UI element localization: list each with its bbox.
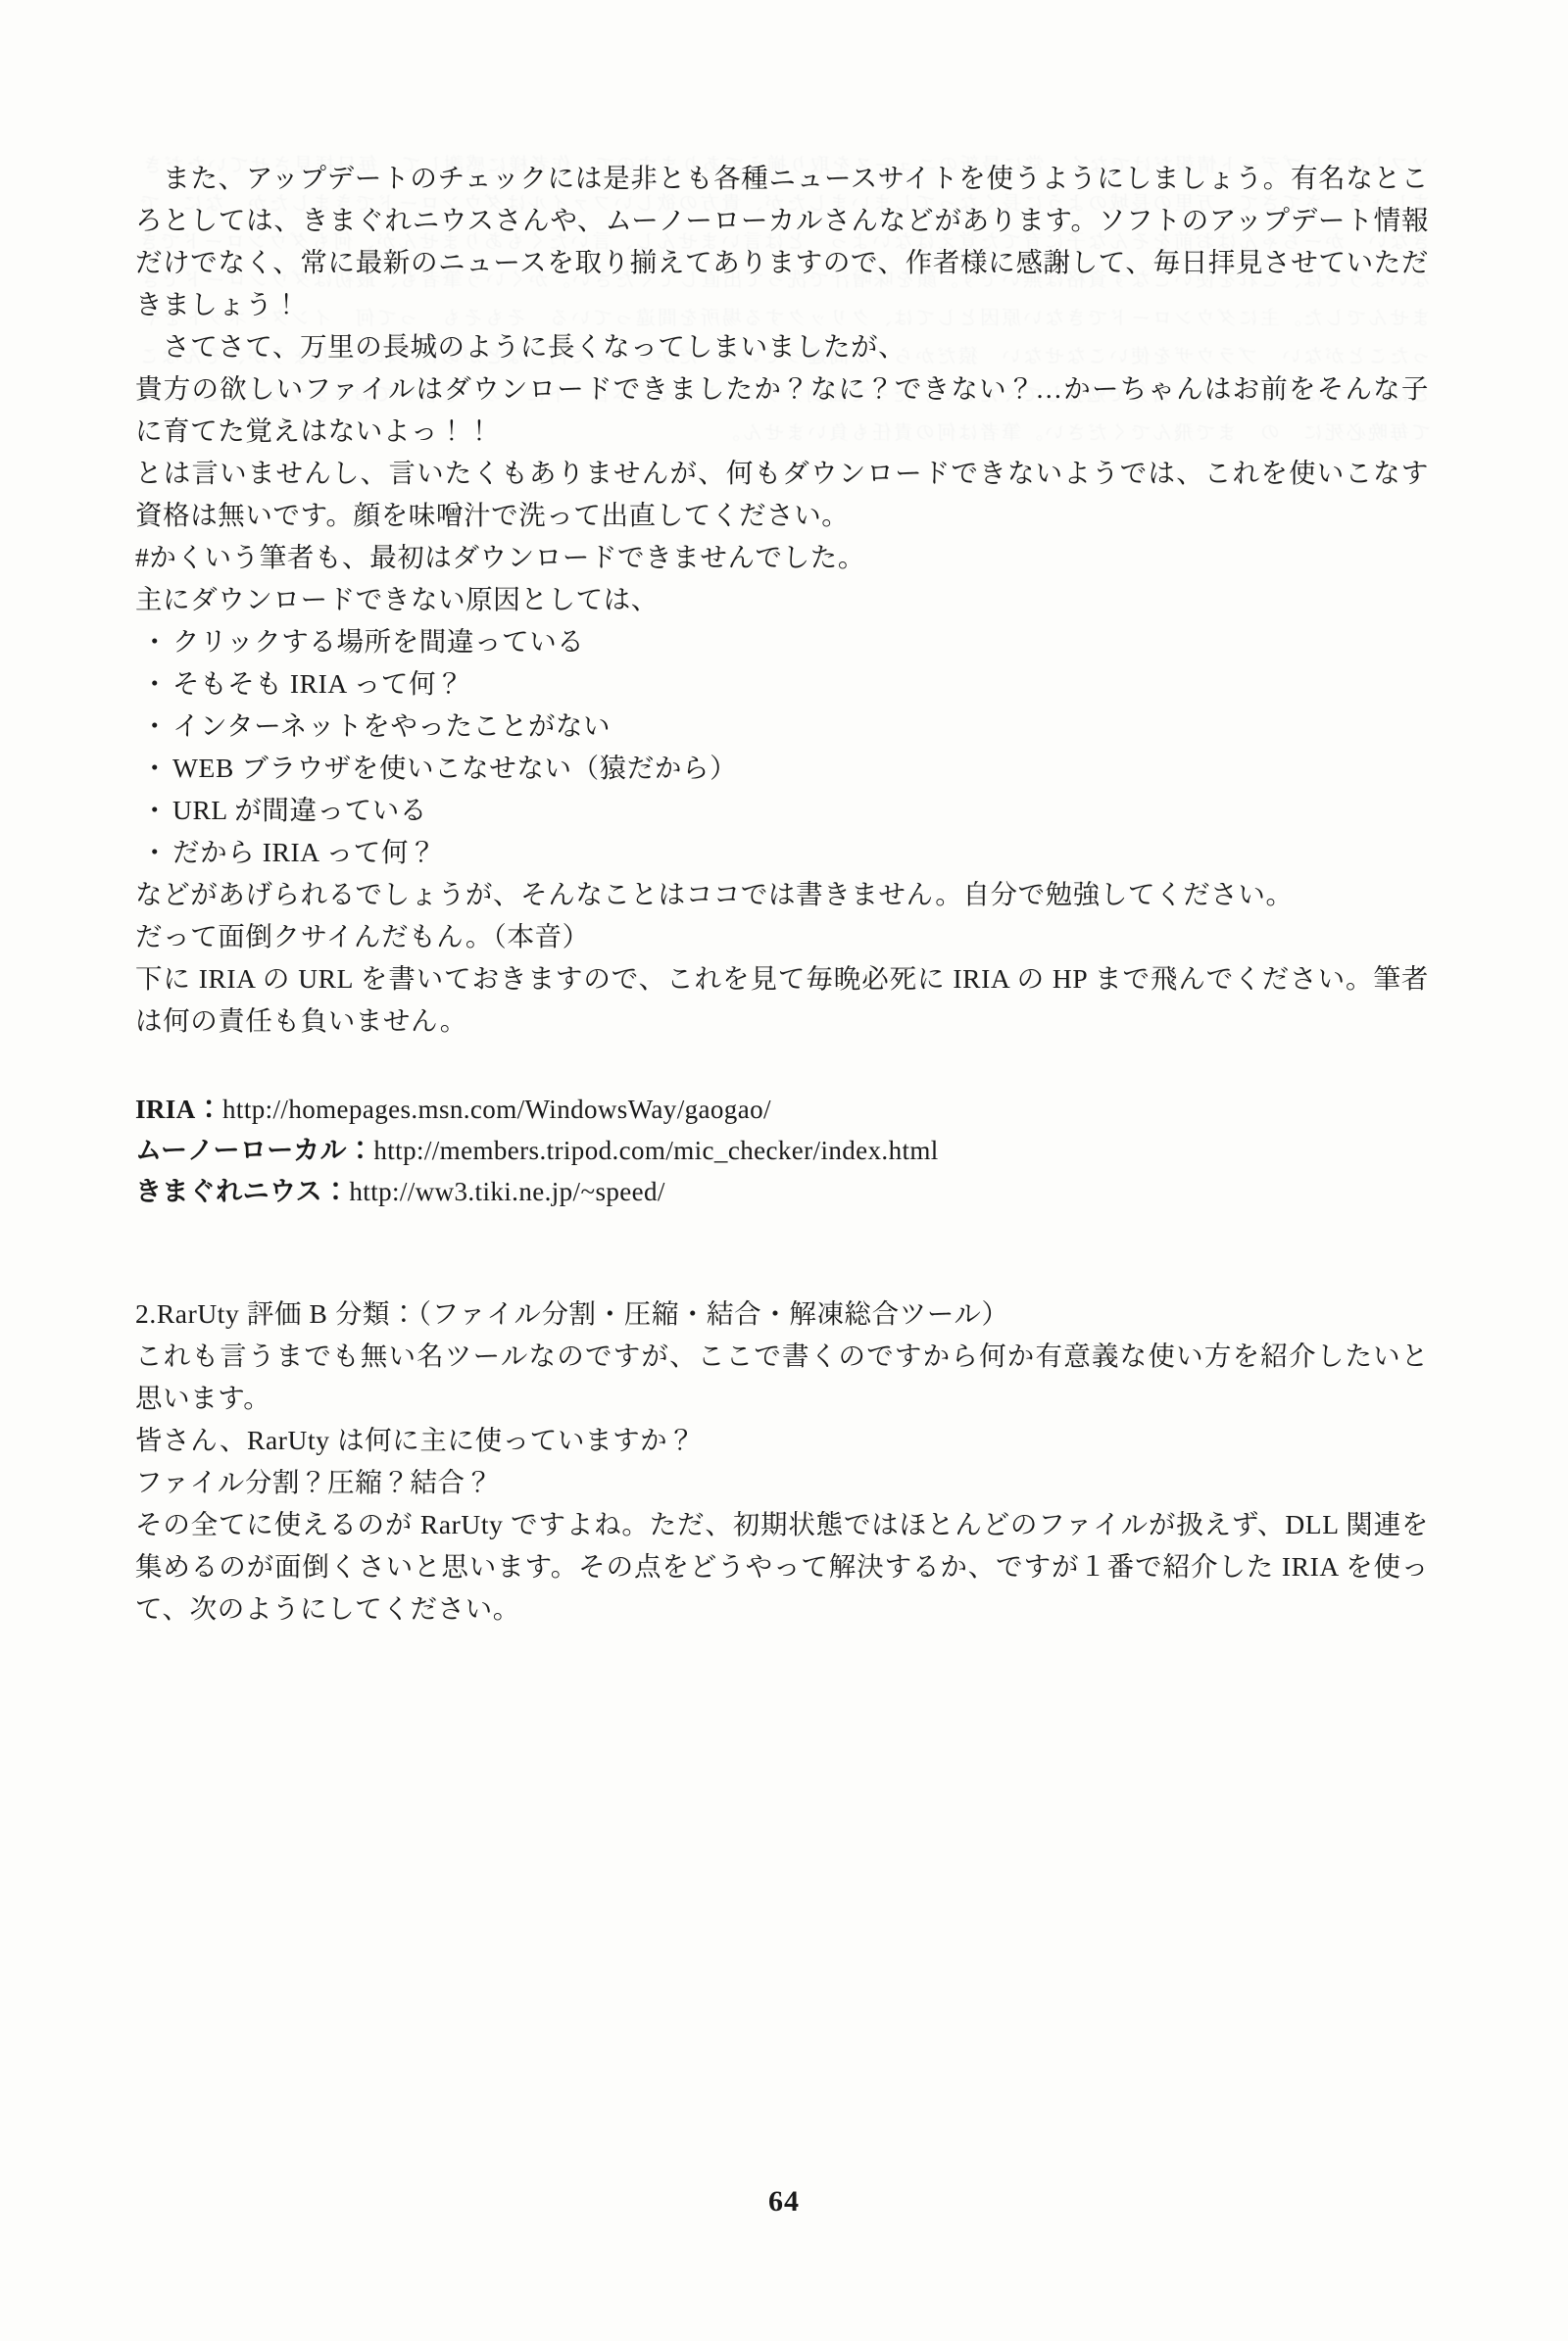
link-row-munou-local: [135, 1130, 1429, 1171]
paragraph-5: #かくいう筆者も、最初はダウンロードできませんでした。: [135, 542, 865, 572]
bullet-dot-icon: ・: [141, 710, 170, 741]
list-item: [135, 789, 1429, 831]
list-item: [135, 747, 1429, 789]
link-separator: ：: [195, 1095, 223, 1124]
url-list: [135, 1089, 1429, 1212]
page-number: 64: [768, 2185, 800, 2218]
bullet-dot-icon: ・: [141, 795, 170, 825]
link-row-kimagure-news: [135, 1171, 1429, 1212]
list-item: [135, 831, 1429, 873]
link-separator: ：: [322, 1177, 350, 1206]
bullet-dot-icon: ・: [141, 668, 170, 699]
list-item: [135, 662, 1429, 705]
spacer: [135, 1212, 1429, 1292]
list-item-label: だから IRIA って何？: [172, 837, 437, 867]
reason-list: [135, 620, 1429, 873]
link-label: きまぐれニウス: [135, 1177, 322, 1206]
list-item-label: URL が間違っている: [172, 795, 427, 825]
bullet-dot-icon: ・: [141, 753, 170, 783]
paragraph-4: とは言いませんし、言いたくもありませんが、何もダウンロードできないようでは、これを使いこなす資格は無いです。顔を味噌汁で洗って出直してください。: [135, 458, 1429, 530]
section-heading: 2.RarUty 評価 B 分類：（ファイル分割・圧縮・結合・解凍総合ツール）: [135, 1298, 1009, 1329]
link-label: IRIA: [135, 1095, 196, 1124]
paragraph-6: 主にダウンロードできない原因としては、: [135, 584, 659, 614]
section-paragraph-2: 皆さん、RarUty は何に主に使っていますか？: [135, 1425, 696, 1455]
paragraph-7: などがあげられるでしょうが、そんなことはココでは書きません。自分で勉強してください。: [135, 879, 1294, 909]
paragraph-2: さてさて、万里の長城のように長くなってしまいましたが、: [135, 331, 906, 362]
paragraph-3: 貴方の欲しいファイルはダウンロードできましたか？なに？できない？…かーちゃんはお前をそんな子に育てた覚えはないよっ！！: [135, 373, 1429, 446]
list-item: [135, 705, 1429, 747]
bullet-dot-icon: ・: [141, 626, 170, 657]
link-row-iria: [135, 1089, 1429, 1130]
paragraph-9: 下に IRIA の URL を書いておきますので、これを見て毎晩必死に IRIA の HP まで飛んでください。筆者は何の責任も負いません。: [135, 963, 1429, 1036]
link-label: ムーノーローカル: [135, 1136, 347, 1165]
link-url[interactable]: http://members.tripod.com/mic_checker/index.html: [373, 1136, 939, 1165]
list-item-label: クリックする場所を間違っている: [172, 626, 585, 657]
list-item-label: インターネットをやったことがない: [172, 710, 612, 741]
link-url[interactable]: http://homepages.msn.com/WindowsWay/gaogao/: [222, 1095, 771, 1124]
spacer: [135, 1042, 1429, 1089]
section-paragraph-4: その全てに使えるのが RarUty ですよね。ただ、初期状態ではほとんどのファイルが扱えず、DLL 関連を集めるのが面倒くさいと思います。その点をどうやって解決するか、ですが１番で紹介した IRIA を使って、次のようにしてください。: [135, 1509, 1429, 1624]
link-separator: ：: [346, 1136, 374, 1165]
list-item-label: WEB ブラウザを使いこなせない（猿だから）: [172, 753, 738, 783]
section-paragraph-1: これも言うまでも無い名ツールなのですが、ここで書くのですから何か有意義な使い方を紹介したいと思います。: [135, 1341, 1429, 1413]
bullet-dot-icon: ・: [141, 837, 170, 867]
paragraph-1: また、アップデートのチェックには是非とも各種ニュースサイトを使うようにしましょう。有名なところとしては、きまぐれニウスさんや、ムーノーローカルさんなどがあります。ソフトのアップデート情報だけでなく、常に最新のニュースを取り揃えてありますので、作者様に感謝して、毎日拝見させていただきましょう！: [135, 163, 1429, 319]
list-item: [135, 620, 1429, 662]
link-url[interactable]: http://ww3.tiki.ne.jp/~speed/: [349, 1177, 665, 1206]
list-item-label: そもそも IRIA って何？: [172, 668, 465, 699]
paragraph-8: だって面倒クサイんだもん。（本音）: [135, 921, 590, 951]
section-paragraph-3: ファイル分割？圧縮？結合？: [135, 1467, 493, 1497]
document-body: [135, 157, 1429, 1630]
